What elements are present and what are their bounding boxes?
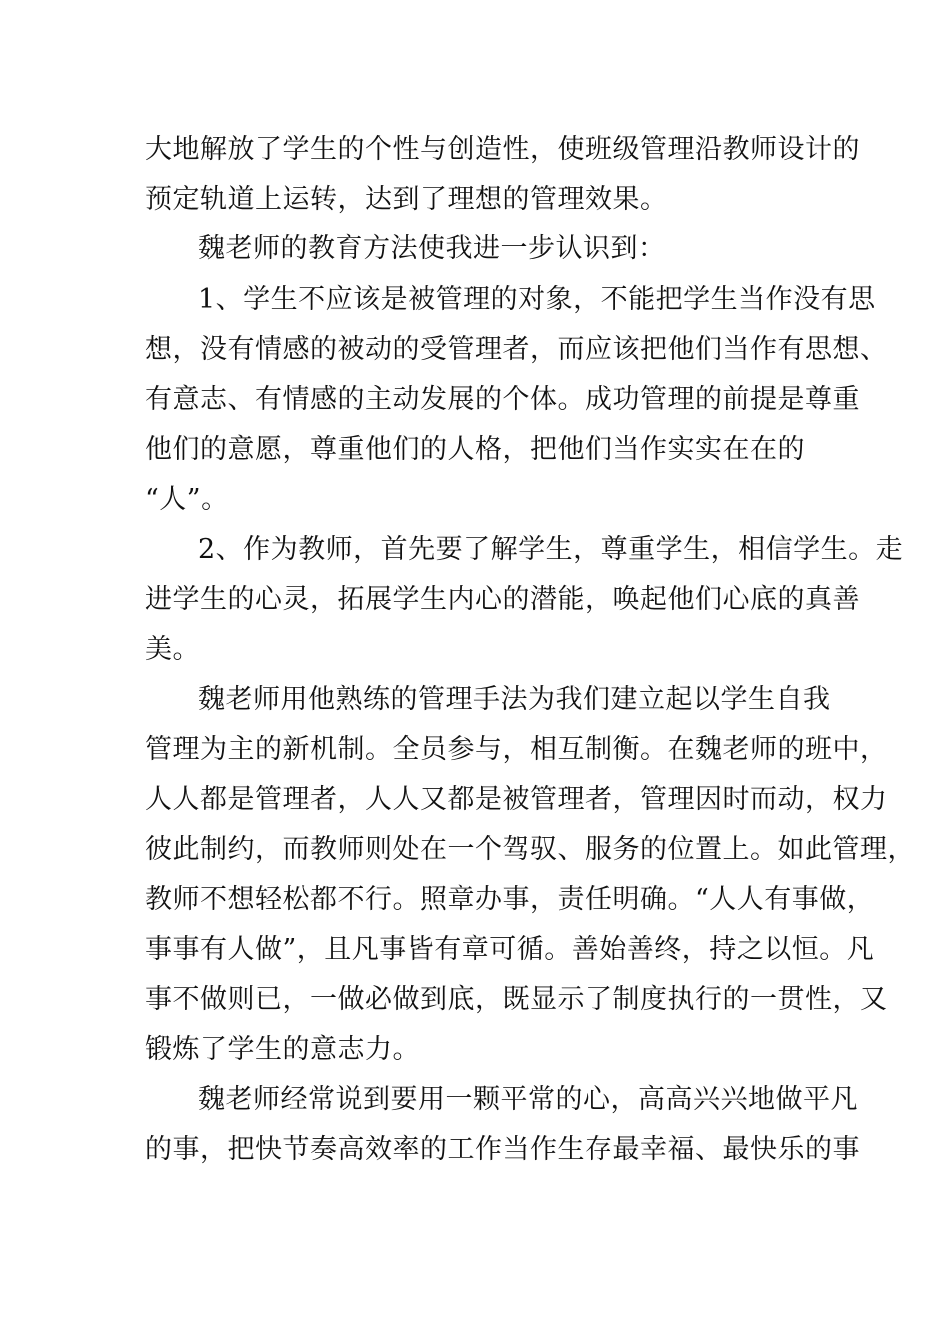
text-line: 教师不想轻松都不行。照章办事，责任明确。“人人有事做， [145,884,875,915]
text-line: 1、学生不应该是被管理的对象，不能把学生当作没有思 [198,284,876,315]
text-line: 预定轨道上运转，达到了理想的管理效果。 [145,184,668,215]
text-line: 魏老师经常说到要用一颗平常的心，高高兴兴地做平凡 [198,1084,858,1115]
text-line: 管理为主的新机制。全员参与，相互制衡。在魏老师的班中， [145,734,888,765]
text-line: 有意志、有情感的主动发展的个体。成功管理的前提是尊重 [145,384,860,415]
text-line: 事事有人做”，且凡事皆有章可循。善始善终，持之以恒。凡 [145,934,875,965]
text-line: 魏老师的教育方法使我进一步认识到： [198,233,666,264]
text-line: 彼此制约，而教师则处在一个驾驭、服务的位置上。如此管理， [145,834,915,865]
text-line: 想，没有情感的被动的受管理者，而应该把他们当作有思想、 [145,334,888,365]
text-line: “人”。 [145,484,229,515]
text-line: 他们的意愿，尊重他们的人格，把他们当作实实在在的 [145,434,805,465]
text-line: 2、作为教师，首先要了解学生，尊重学生，相信学生。走 [198,534,904,565]
text-line: 进学生的心灵，拓展学生内心的潜能，唤起他们心底的真善 [145,584,860,615]
text-line: 魏老师用他熟练的管理手法为我们建立起以学生自我 [198,684,831,715]
text-line: 事不做则已，一做必做到底，既显示了制度执行的一贯性，又 [145,984,888,1015]
text-line: 人人都是管理者，人人又都是被管理者，管理因时而动，权力 [145,784,888,815]
text-line: 锻炼了学生的意志力。 [145,1034,420,1065]
text-line: 大地解放了学生的个性与创造性，使班级管理沿教师设计的 [145,134,860,165]
text-line: 的事，把快节奏高效率的工作当作生存最幸福、最快乐的事 [145,1134,860,1165]
text-line: 美。 [145,634,200,665]
